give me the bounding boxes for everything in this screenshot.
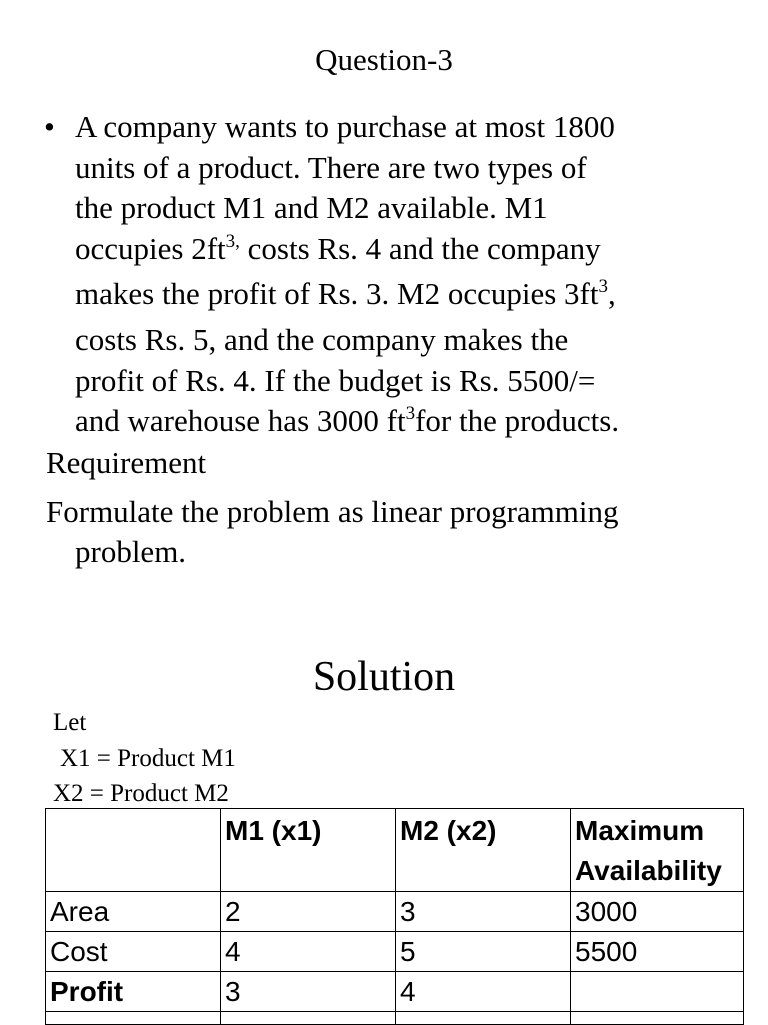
table-row (46, 932, 744, 972)
table-cell: Area (46, 892, 221, 932)
table-cell (46, 1012, 221, 1025)
table-cell: 3 (396, 892, 571, 932)
table-header-cell: Maximum Availability (571, 809, 744, 892)
requirement-text (46, 492, 746, 572)
superscript: 3 (405, 403, 416, 425)
table-header-cell: M1 (x1) (221, 809, 396, 892)
question-line: profit of Rs. 4. If the budget is Rs. 5500/= (75, 362, 596, 398)
data-table (45, 808, 744, 1025)
table-header-row (46, 809, 744, 892)
question-line-part: makes the profit of Rs. 3. M2 occupies 3ft (75, 276, 599, 312)
variable-definitions (53, 705, 236, 812)
question-line: A company wants to purchase at most 1800 (75, 109, 615, 144)
let-label: Let (53, 709, 87, 736)
table-cell: 5500 (571, 932, 744, 972)
table-cell: 3 (221, 972, 396, 1012)
variable-x2: X2 = Product M2 (53, 780, 229, 807)
table-cell: 3000 (571, 892, 744, 932)
question-line: costs Rs. 5, and the company makes the (75, 321, 569, 357)
question-line-part: and warehouse has 3000 ft (75, 403, 406, 439)
question-line (75, 401, 755, 447)
bullet-icon: • (44, 109, 55, 144)
variable-x1: X1 = Product M1 (60, 744, 236, 772)
table-header-cell (46, 809, 221, 892)
question-line-part: for the products. (415, 403, 620, 439)
question-line (75, 274, 755, 320)
table-row-partial (46, 1012, 744, 1025)
table-cell (571, 1012, 744, 1025)
solution-title: Solution (312, 654, 456, 700)
question-title: Question-3 (315, 42, 453, 77)
table-cell: 4 (396, 972, 571, 1012)
superscript: 3 (598, 276, 608, 298)
question-line: units of a product. There are two types of (75, 149, 587, 185)
requirement-line: problem. (75, 534, 187, 569)
question-line-part: occupies 2ft (75, 230, 226, 266)
table-cell: 4 (221, 932, 396, 972)
table-cell: Cost (46, 932, 221, 972)
question-line: the product M1 and M2 available. M1 (75, 190, 548, 226)
table-cell (571, 972, 744, 1012)
comma: , (607, 276, 616, 312)
requirement-line: Formulate the problem as linear programming (46, 494, 619, 529)
superscript: 3, (225, 230, 240, 252)
question-line (75, 229, 755, 275)
table-row (46, 892, 744, 932)
table-row (46, 972, 744, 1012)
table-cell: 2 (221, 892, 396, 932)
table-cell: Profit (46, 972, 221, 1012)
question-text (75, 107, 755, 447)
table-cell (221, 1012, 396, 1025)
table-cell (396, 1012, 571, 1025)
question-line-part: costs Rs. 4 and the company (247, 230, 601, 266)
table-cell: 5 (396, 932, 571, 972)
requirement-label: Requirement (46, 445, 207, 480)
table-header-cell: M2 (x2) (396, 809, 571, 892)
